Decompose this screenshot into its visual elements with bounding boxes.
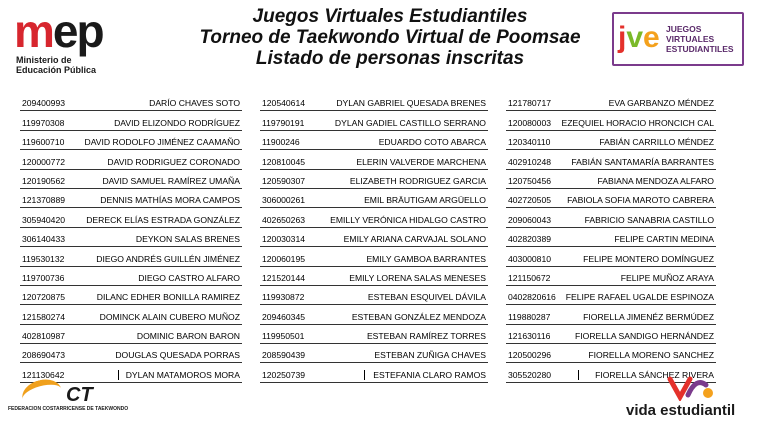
mep-wordmark: mep (14, 5, 103, 57)
person-name: DARÍO CHAVES SOTO (149, 98, 240, 109)
person-name: DENNIS MATHÍAS MORA CAMPOS (100, 195, 240, 206)
jve-mark-icon: jve (618, 21, 660, 54)
list-item (260, 92, 488, 111)
fct-letters: CT (66, 384, 93, 406)
id-number: 119790191 (262, 117, 305, 128)
id-number: 120060195 (262, 253, 306, 264)
person-name: DAVID SAMUEL RAMÍREZ UMAÑA (102, 175, 240, 186)
list-item (506, 247, 716, 266)
person-name: FABIOLA SOFIA MAROTO CABRERA (567, 195, 714, 206)
list-item (260, 150, 488, 169)
person-name: FABRICIO SANABRIA CASTILLO (584, 214, 714, 225)
id-number: 119600710 (22, 137, 65, 148)
list-item (20, 344, 242, 363)
list-item (20, 150, 242, 169)
id-number: 402910248 (508, 156, 552, 167)
list-item (20, 228, 242, 247)
person-name: FELIPE MONTERO DOMÍNGUEZ (583, 253, 714, 264)
person-name: FABIÁN SANTAMARÍA BARRANTES (571, 156, 714, 167)
person-name: FIORELLA MORENO SANCHEZ (588, 350, 714, 361)
person-name: DIEGO ANDRÉS GUILLÉN JIMÉNEZ (96, 253, 240, 264)
id-number: 208690473 (22, 350, 66, 361)
list-item (260, 228, 488, 247)
person-name: FELIPE MUÑOZ ARAYA (620, 272, 714, 283)
person-name: DYLAN GABRIEL QUESADA BRENES (336, 98, 486, 109)
person-name: FELIPE CARTIN MEDINA (614, 234, 714, 245)
id-number: 120540614 (262, 98, 306, 109)
person-name: ESTEBAN ESQUIVEL DÁVILA (367, 292, 486, 303)
person-name: ESTEBAN ZUÑIGA CHAVES (374, 350, 486, 361)
vida-estudiantil-logo (626, 375, 758, 423)
list-item (260, 208, 488, 227)
list-item (506, 208, 716, 227)
id-number: 121130642 (22, 369, 65, 380)
list-item (20, 189, 242, 208)
mep-subtitle (16, 55, 96, 75)
person-name: EMIL BRÄUTIGAM ARGÜELLO (364, 195, 486, 206)
person-name: EDUARDO COTO ABARCA (378, 137, 486, 148)
list-item (506, 189, 716, 208)
id-number: 402810987 (22, 331, 66, 342)
person-name: DAVID RODRIGUEZ CORONADO (107, 156, 240, 167)
person-name: EMILY GAMBOA BARRANTES (366, 253, 486, 264)
person-name: EMILY LORENA SALAS MENESES (349, 272, 486, 283)
id-number: 119930872 (262, 292, 305, 303)
mep-sub-line2: Educación Pública (16, 65, 97, 75)
id-number: 402820389 (508, 234, 552, 245)
person-name: FIORELLA SÁNCHEZ RIVERA (595, 369, 714, 380)
id-number: 119530132 (22, 253, 65, 264)
list-column-2 (260, 92, 488, 383)
list-column-1 (20, 92, 242, 383)
person-name: DOMINIC BARON BARON (136, 331, 240, 342)
id-number: 11900246 (262, 137, 300, 148)
id-number: 120000772 (22, 156, 66, 167)
jve-line2: VIRTUALES (666, 34, 715, 44)
list-item (506, 170, 716, 189)
list-item (20, 247, 242, 266)
list-item (260, 170, 488, 189)
id-number: 119700736 (22, 272, 65, 283)
list-item (260, 363, 488, 382)
id-number: 121150672 (508, 272, 551, 283)
person-name: DIEGO CASTRO ALFARO (138, 272, 240, 283)
person-name: FIORELLA SANDIGO HERNÁNDEZ (575, 331, 714, 342)
list-item (20, 208, 242, 227)
list-item (260, 267, 488, 286)
person-name: DILANC EDHER BONILLA RAMIREZ (96, 292, 240, 303)
id-number: 0402820616 (508, 292, 556, 303)
person-name: FIORELLA JIMENÉZ BERMÚDEZ (583, 311, 714, 322)
person-name: FABIÁN CARRILLO MÉNDEZ (599, 137, 714, 148)
list-item (260, 247, 488, 266)
id-number: 209060043 (508, 214, 552, 225)
id-number: 208590439 (262, 350, 306, 361)
id-number: 119950501 (262, 331, 305, 342)
person-name: DYLAN MATAMOROS MORA (125, 369, 240, 380)
id-number: 209460345 (262, 311, 306, 322)
id-number: 120190562 (22, 175, 66, 186)
list-item (506, 111, 716, 130)
id-number: 305940420 (22, 214, 66, 225)
list-item (260, 131, 488, 150)
list-item (20, 92, 242, 111)
jve-logo-text (666, 24, 734, 54)
list-item (20, 325, 242, 344)
list-item (260, 344, 488, 363)
list-item (506, 344, 716, 363)
list-item (20, 111, 242, 130)
list-item (260, 286, 488, 305)
title-block (150, 6, 630, 69)
list-item (506, 92, 716, 111)
title-line-3: Listado de personas inscritas (255, 48, 525, 69)
list-item (506, 267, 716, 286)
list-column-3 (506, 92, 716, 383)
list-item (260, 111, 488, 130)
person-name: FELIPE RAFAEL UGALDE ESPINOZA (565, 292, 714, 303)
id-number: 121580274 (22, 311, 66, 322)
id-number: 119970308 (22, 117, 65, 128)
vida-estudiantil-mark-icon (666, 375, 716, 401)
vida-estudiantil-text: vida estudiantil (626, 402, 736, 419)
jve-line1: JUEGOS (666, 24, 702, 34)
id-number: 305520280 (508, 369, 552, 380)
list-item (20, 170, 242, 189)
person-name: DYLAN GADIEL CASTILLO SERRANO (334, 117, 486, 128)
list-item (506, 228, 716, 247)
person-name: FABIANA MENDOZA ALFARO (597, 175, 714, 186)
id-number: 120250739 (262, 369, 306, 380)
person-name: DAVID ELIZONDO RODRÍGUEZ (114, 117, 240, 128)
id-number: 402720505 (508, 195, 552, 206)
title-line-1: Juegos Virtuales Estudiantiles (252, 6, 528, 27)
id-number: 403000810 (508, 253, 552, 264)
person-name: DOMINCK ALAIN CUBERO MUÑOZ (99, 311, 240, 322)
jve-line3: ESTUDIANTILES (666, 44, 734, 54)
id-number: 120750456 (508, 175, 552, 186)
id-number: 120590307 (262, 175, 306, 186)
person-name: ESTEBAN RAMÍREZ TORRES (366, 331, 486, 342)
id-number: 121520144 (262, 272, 306, 283)
list-item (506, 150, 716, 169)
id-number: 119880287 (508, 311, 551, 322)
id-number: 120340110 (508, 137, 551, 148)
person-name: EMILY ARIANA CARVAJAL SOLANO (343, 234, 486, 245)
id-number: 209400993 (22, 98, 66, 109)
title-line-2: Torneo de Taekwondo Virtual de Poomsae (199, 27, 581, 48)
text-cursor-mark (364, 370, 365, 380)
fct-logo (8, 378, 148, 418)
id-number: 306140433 (22, 234, 66, 245)
mep-logo (14, 5, 129, 78)
person-name: DOUGLAS QUESADA PORRAS (115, 350, 240, 361)
list-item (20, 131, 242, 150)
list-item (20, 267, 242, 286)
mep-sub-line1: Ministerio de (16, 55, 72, 65)
id-number: 120720875 (22, 292, 66, 303)
person-name: EMILLY VERÓNICA HIDALGO CASTRO (330, 214, 486, 225)
id-number: 120810045 (262, 156, 306, 167)
list-item (506, 305, 716, 324)
fct-name: FEDERACION COSTARRICENSE DE TAEKWONDO (8, 406, 129, 412)
list-item (260, 305, 488, 324)
jve-logo (612, 12, 744, 66)
list-item (506, 286, 716, 305)
id-number: 306000261 (262, 195, 306, 206)
person-name: ELERIN VALVERDE MARCHENA (356, 156, 486, 167)
list-item (506, 131, 716, 150)
id-number: 120500296 (508, 350, 552, 361)
id-number: 120080003 (508, 117, 552, 128)
person-name: ELIZABETH RODRIGUEZ GARCIA (349, 175, 486, 186)
person-name: EVA GARBANZO MÉNDEZ (608, 98, 714, 109)
list-item (506, 325, 716, 344)
id-number: 121370889 (22, 195, 66, 206)
person-name: DAVID RODOLFO JIMÉNEZ CAAMAÑO (84, 137, 240, 148)
list-item (20, 305, 242, 324)
list-item (260, 325, 488, 344)
id-number: 120030314 (262, 234, 306, 245)
person-name: ESTEBAN GONZÁLEZ MENDOZA (351, 311, 486, 322)
person-name: ESTEFANIA CLARO RAMOS (373, 369, 486, 380)
id-number: 121780717 (508, 98, 552, 109)
person-name: DEYKON SALAS BRENES (135, 234, 240, 245)
id-number: 402650263 (262, 214, 306, 225)
list-item (20, 286, 242, 305)
person-name: DERECK ELÍAS ESTRADA GONZÁLEZ (86, 214, 240, 225)
text-cursor-mark (578, 370, 579, 380)
person-name: EZEQUIEL HORACIO HRONCICH CAL (561, 117, 714, 128)
list-item (260, 189, 488, 208)
id-number: 121630116 (508, 331, 551, 342)
